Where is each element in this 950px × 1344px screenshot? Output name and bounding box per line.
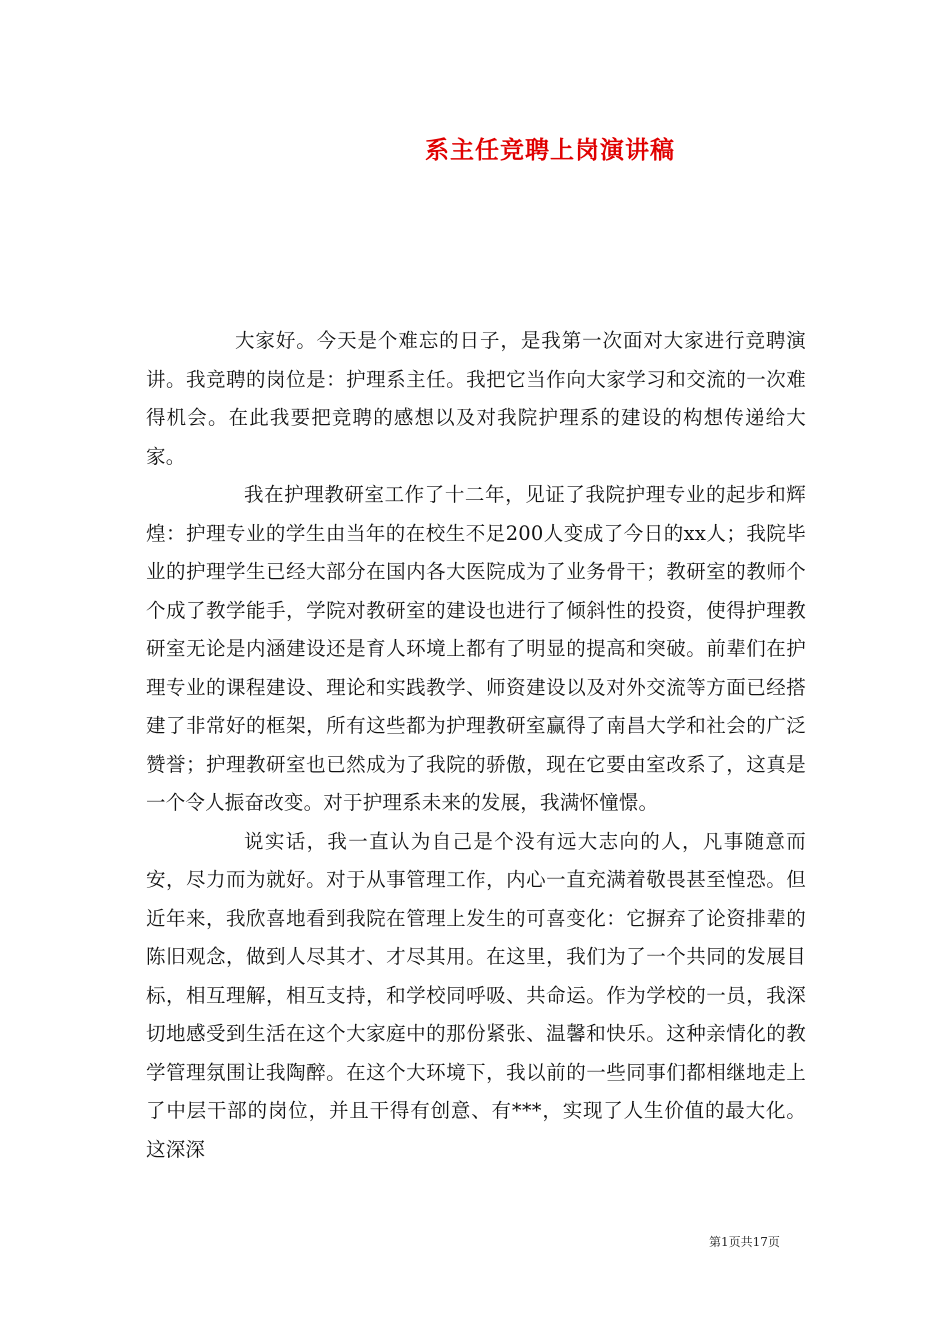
paragraph: 大家好。今天是个难忘的日子，是我第一次面对大家进行竞聘演讲。我竞聘的岗位是：护理系主任。我把它当作向大家学习和交流的一次难得机会。在此我要把竞聘的感想以及对我院护理系的建设的构想传递给大家。 [146, 329, 806, 468]
document-title: 系主任竞聘上岗演讲稿 [425, 135, 675, 164]
page-number-footer: 第1页共17页 [709, 1235, 780, 1249]
document-body [146, 322, 806, 1169]
paragraph: 我在护理教研室工作了十二年，见证了我院护理专业的起步和辉煌：护理专业的学生由当年的在校生不足200人变成了今日的xx人；我院毕业的护理学生已经大部分在国内各大医院成为了业务骨干；教研室的教师个个成了教学能手，学院对教研室的建设也进行了倾斜性的投资，使得护理教研室无论是内涵建设还是育人环境上都有了明显的提高和突破。前辈们在护理专业的课程建设、理论和实践教学、师资建设以及对外交流等方面已经搭建了非常好的框架，所有这些都为护理教研室赢得了南昌大学和社会的广泛赞誉；护理教研室也已然成为了我院的骄傲，现在它要由室改系了，这真是一个令人振奋改变。对于护理系未来的发展，我满怀憧憬。 [146, 483, 806, 814]
paragraph: 说实话，我一直认为自己是个没有远大志向的人，凡事随意而安，尽力而为就好。对于从事管理工作，内心一直充满着敬畏甚至惶恐。但近年来，我欣喜地看到我院在管理上发生的可喜变化：它摒弃了论资排辈的陈旧观念，做到人尽其才、才尽其用。在这里，我们为了一个共同的发展目标，相互理解，相互支持，和学校同呼吸、共命运。作为学校的一员，我深切地感受到生活在这个大家庭中的那份紧张、温馨和快乐。这种亲情化的教学管理氛围让我陶醉。在这个大环境下，我以前的一些同事们都相继地走上了中层干部的岗位，并且干得有创意、有***，实现了人生价值的最大化。这深深 [146, 829, 806, 1161]
